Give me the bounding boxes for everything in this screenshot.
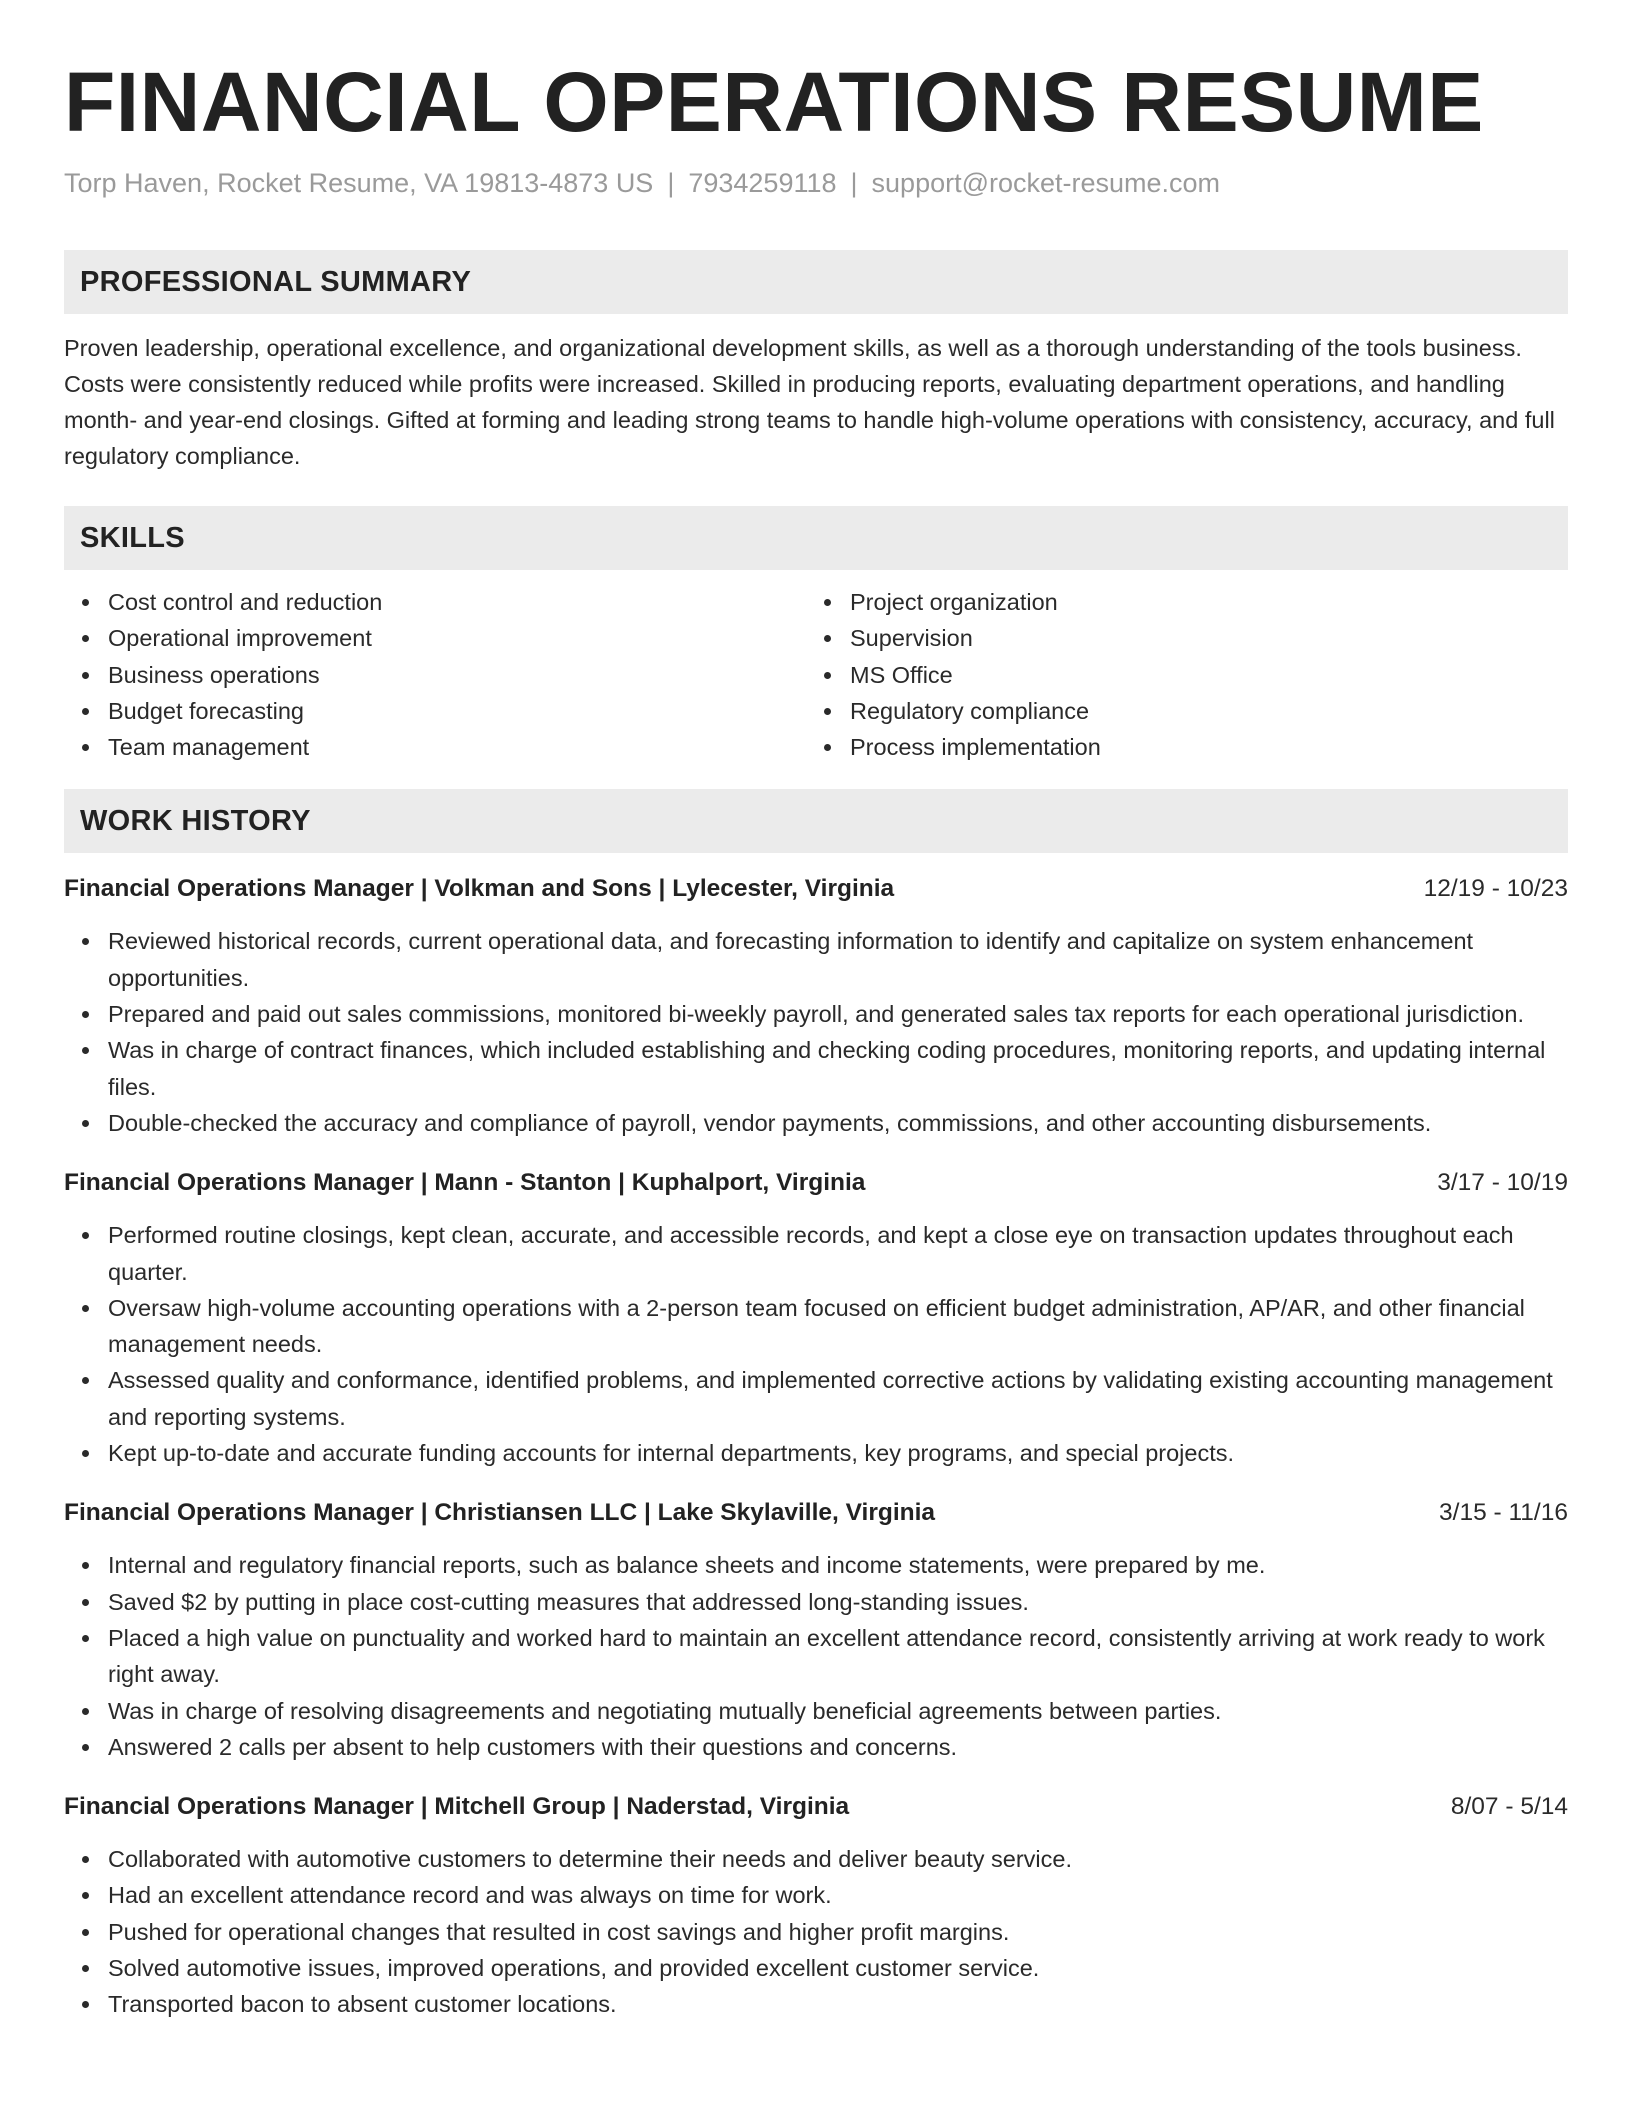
job-dates: 8/07 - 5/14 xyxy=(1450,1793,1568,1821)
job-bullet: Pushed for operational changes that resulted in cost savings and higher profit margins. xyxy=(108,1914,1568,1950)
skills-heading: SKILLS xyxy=(64,506,1568,570)
job-bullet: Transported bacon to absent customer locations. xyxy=(108,1986,1568,2022)
job-bullets xyxy=(64,1217,1568,1471)
job-bullet: Reviewed historical records, current operational data, and forecasting information to identify and capitalize on system enhancement opportunities. xyxy=(108,923,1568,996)
job-bullets xyxy=(64,923,1568,1141)
skill-item: MS Office xyxy=(850,657,1548,693)
job-bullet: Kept up-to-date and accurate funding accounts for internal departments, key programs, and special projects. xyxy=(108,1435,1568,1471)
job-bullet: Double-checked the accuracy and compliance of payroll, vendor payments, commissions, and other accounting disbursements. xyxy=(108,1105,1568,1141)
job-title: Financial Operations Manager | Christiansen LLC | Lake Skylaville, Virginia xyxy=(64,1499,936,1527)
job-dates: 3/15 - 11/16 xyxy=(1439,1499,1568,1527)
resume-title: FINANCIAL OPERATIONS RESUME xyxy=(64,55,1484,149)
job-bullet: Answered 2 calls per absent to help customers with their questions and concerns. xyxy=(108,1729,1568,1765)
job-bullet: Assessed quality and conformance, identified problems, and implemented corrective actions by validating existing accounting management and reporting systems. xyxy=(108,1362,1568,1435)
job-entry xyxy=(64,1495,1568,1765)
job-header xyxy=(64,1495,1568,1531)
work-history-heading: WORK HISTORY xyxy=(64,789,1568,853)
job-bullets xyxy=(64,1841,1568,2022)
job-entry xyxy=(64,871,1568,1141)
skill-item: Project organization xyxy=(850,584,1548,620)
skills-column-left xyxy=(64,584,806,765)
job-bullet: Oversaw high-volume accounting operations with a 2-person team focused on efficient budget administration, AP/AR, and other financial management needs. xyxy=(108,1290,1568,1363)
contact-line xyxy=(64,166,1568,200)
skill-item: Regulatory compliance xyxy=(850,693,1548,729)
skills-list xyxy=(64,584,1568,765)
contact-phone: 7934259118 xyxy=(688,168,837,198)
job-bullet: Saved $2 by putting in place cost-cutting measures that addressed long-standing issues. xyxy=(108,1584,1568,1620)
job-bullet: Was in charge of contract finances, which included establishing and checking coding procedures, monitoring reports, and updating internal files. xyxy=(108,1032,1568,1105)
skill-item: Business operations xyxy=(108,657,806,693)
skill-item: Supervision xyxy=(850,620,1548,656)
job-entry xyxy=(64,1165,1568,1471)
job-dates: 3/17 - 10/19 xyxy=(1437,1169,1568,1197)
job-header xyxy=(64,1789,1568,1825)
job-bullet: Had an excellent attendance record and was always on time for work. xyxy=(108,1877,1568,1913)
skill-item: Team management xyxy=(108,729,806,765)
contact-email: support@rocket-resume.com xyxy=(871,168,1221,198)
job-bullet: Performed routine closings, kept clean, accurate, and accessible records, and kept a close eye on transaction updates throughout each quarter. xyxy=(108,1217,1568,1290)
job-bullets xyxy=(64,1547,1568,1765)
summary-heading: PROFESSIONAL SUMMARY xyxy=(64,250,1568,314)
job-dates: 12/19 - 10/23 xyxy=(1423,875,1568,903)
contact-separator: | xyxy=(667,168,675,198)
contact-address: Torp Haven, Rocket Resume, VA 19813-4873 US xyxy=(64,168,654,198)
skill-item: Operational improvement xyxy=(108,620,806,656)
job-entry xyxy=(64,1789,1568,2022)
job-bullet: Was in charge of resolving disagreements and negotiating mutually beneficial agreements between parties. xyxy=(108,1693,1568,1729)
job-title: Financial Operations Manager | Mitchell Group | Naderstad, Virginia xyxy=(64,1793,850,1821)
job-header xyxy=(64,871,1568,907)
job-header xyxy=(64,1165,1568,1201)
job-bullet: Collaborated with automotive customers to determine their needs and deliver beauty service. xyxy=(108,1841,1568,1877)
job-title: Financial Operations Manager | Mann - Stanton | Kuphalport, Virginia xyxy=(64,1169,866,1197)
job-bullet: Solved automotive issues, improved operations, and provided excellent customer service. xyxy=(108,1950,1568,1986)
skill-item: Budget forecasting xyxy=(108,693,806,729)
job-bullet: Placed a high value on punctuality and worked hard to maintain an excellent attendance record, consistently arriving at work ready to work right away. xyxy=(108,1620,1568,1693)
job-title: Financial Operations Manager | Volkman and Sons | Lylecester, Virginia xyxy=(64,875,895,903)
skills-column-right xyxy=(806,584,1548,765)
resume-page xyxy=(64,52,1568,2023)
job-bullet: Internal and regulatory financial reports, such as balance sheets and income statements, were prepared by me. xyxy=(108,1547,1568,1583)
job-bullet: Prepared and paid out sales commissions, monitored bi-weekly payroll, and generated sales tax reports for each operational jurisdiction. xyxy=(108,996,1568,1032)
skill-item: Cost control and reduction xyxy=(108,584,806,620)
skill-item: Process implementation xyxy=(850,729,1548,765)
summary-text: Proven leadership, operational excellence, and organizational development skills, as well as a thorough understanding of the tools business. Costs were consistently reduced while profits were increased. Skilled in producing reports, evaluating department operations, and handling month- and year-end closings. Gifted at forming and leading strong teams to handle high-volume operations with consistency, accuracy, and full regulatory compliance. xyxy=(64,335,1555,469)
contact-separator: | xyxy=(850,168,858,198)
